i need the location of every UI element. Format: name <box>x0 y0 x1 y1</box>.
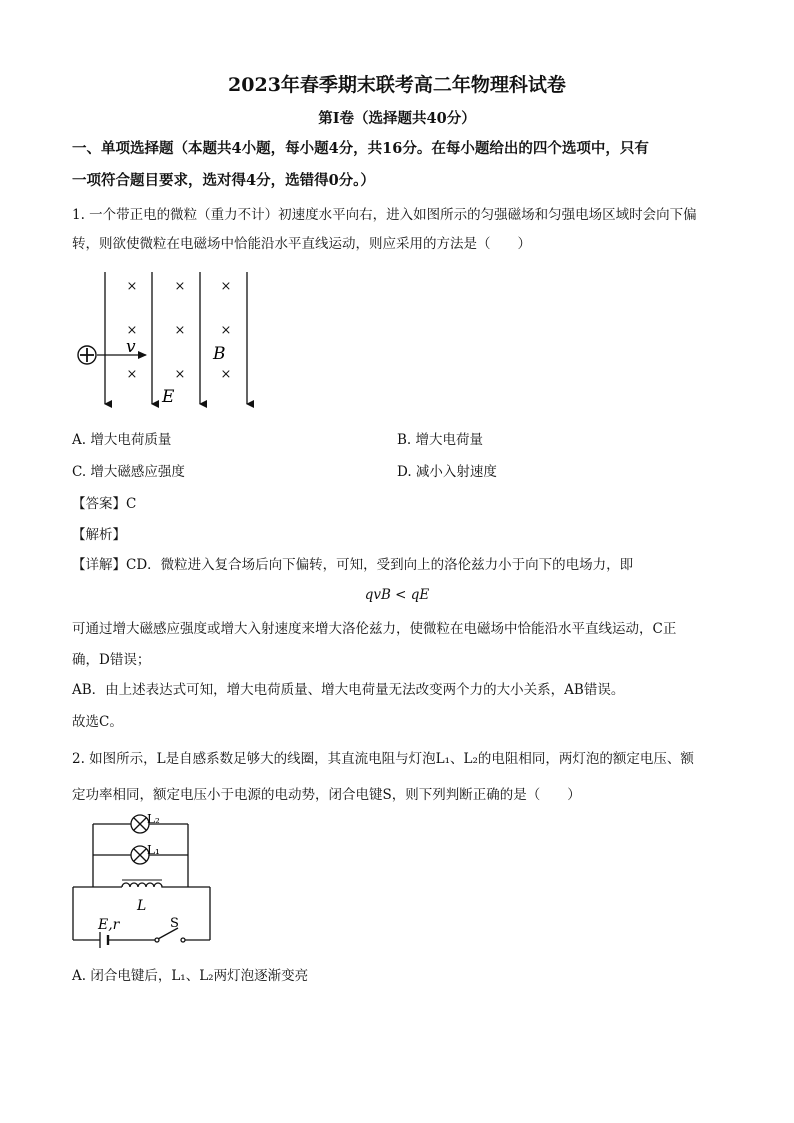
q1-stem-line1: 1. 一个带正电的微粒（重力不计）初速度水平向右，进入如图所示的匀强磁场和匀强电场区域时会向下偏 <box>72 207 697 223</box>
circuit-wires <box>73 824 210 940</box>
q1-option-a: A. 增大电荷质量 <box>72 432 172 448</box>
q1-option-d: D. 减小入射速度 <box>397 464 497 480</box>
svg-text:×: × <box>220 279 232 294</box>
q1-detail-line5: 故选C。 <box>72 714 123 730</box>
svg-text:×: × <box>174 367 186 382</box>
q1-formula: qvB < qE <box>364 587 430 603</box>
section-heading-line1: 一、单项选择题（本题共4小题，每小题4分，共16分。在每小题给出的四个选项中，只有 <box>72 140 649 157</box>
svg-text:×: × <box>126 279 138 294</box>
q2-circuit-diagram <box>70 812 220 952</box>
svg-text:×: × <box>220 367 232 382</box>
label-er: E,r <box>98 917 120 933</box>
svg-text:×: × <box>126 323 138 338</box>
q2-stem-line2: 定功率相同，额定电压小于电源的电动势，闭合电键S，则下列判断正确的是（ ） <box>72 787 581 803</box>
label-l1: L₁ <box>147 843 160 857</box>
b-field-label: B <box>213 344 226 364</box>
positive-charge-icon <box>78 346 96 364</box>
svg-text:×: × <box>126 367 138 382</box>
section-heading-line2: 一项符合题目要求，选对得4分，选错得0分。） <box>72 172 375 189</box>
q1-field-diagram <box>70 268 270 413</box>
q1-answer: 【答案】C <box>72 496 137 512</box>
e-field-label: E <box>162 387 175 407</box>
q2-option-a: A. 闭合电键后，L₁、L₂两灯泡逐渐变亮 <box>72 968 309 984</box>
q1-detail-line4: AB．由上述表达式可知，增大电荷质量、增大电荷量无法改变两个力的大小关系，AB错误。 <box>72 682 625 698</box>
q2-stem-line1: 2. 如图所示，L是自感系数足够大的线圈，其直流电阻与灯泡L₁、L₂的电阻相同，两灯泡的额定电压、额 <box>72 751 694 767</box>
q1-stem-line2: 转，则欲使微粒在电磁场中恰能沿水平直线运动，则应采用的方法是（ ） <box>72 236 531 252</box>
velocity-label: v <box>126 337 136 357</box>
svg-text:×: × <box>220 323 232 338</box>
svg-text:×: × <box>174 323 186 338</box>
q1-option-b: B. 增大电荷量 <box>397 432 484 448</box>
q1-detail-line3: 确，D错误； <box>72 652 151 668</box>
q1-detail-line2: 可通过增大磁感应强度或增大入射速度来增大洛伦兹力，使微粒在电磁场中恰能沿水平直线运动，C正 <box>72 621 677 637</box>
q1-option-c: C. 增大磁感应强度 <box>72 464 185 480</box>
section-subtitle: 第I卷（选择题共40分） <box>318 110 476 127</box>
label-l2: L₂ <box>147 812 160 826</box>
battery-icon <box>100 932 108 948</box>
label-l: L <box>137 898 147 914</box>
magnetic-field-crosses <box>127 279 232 382</box>
q1-detail-line1: 【详解】CD．微粒进入复合场后向下偏转，可知，受到向上的洛伦兹力小于向下的电场力，即 <box>72 557 634 573</box>
label-s: S <box>170 916 179 931</box>
q1-analysis-label: 【解析】 <box>72 527 126 543</box>
inductor-coil-icon <box>122 883 165 887</box>
svg-text:×: × <box>174 279 186 294</box>
page-title: 2023年春季期末联考高二年物理科试卷 <box>228 74 566 96</box>
